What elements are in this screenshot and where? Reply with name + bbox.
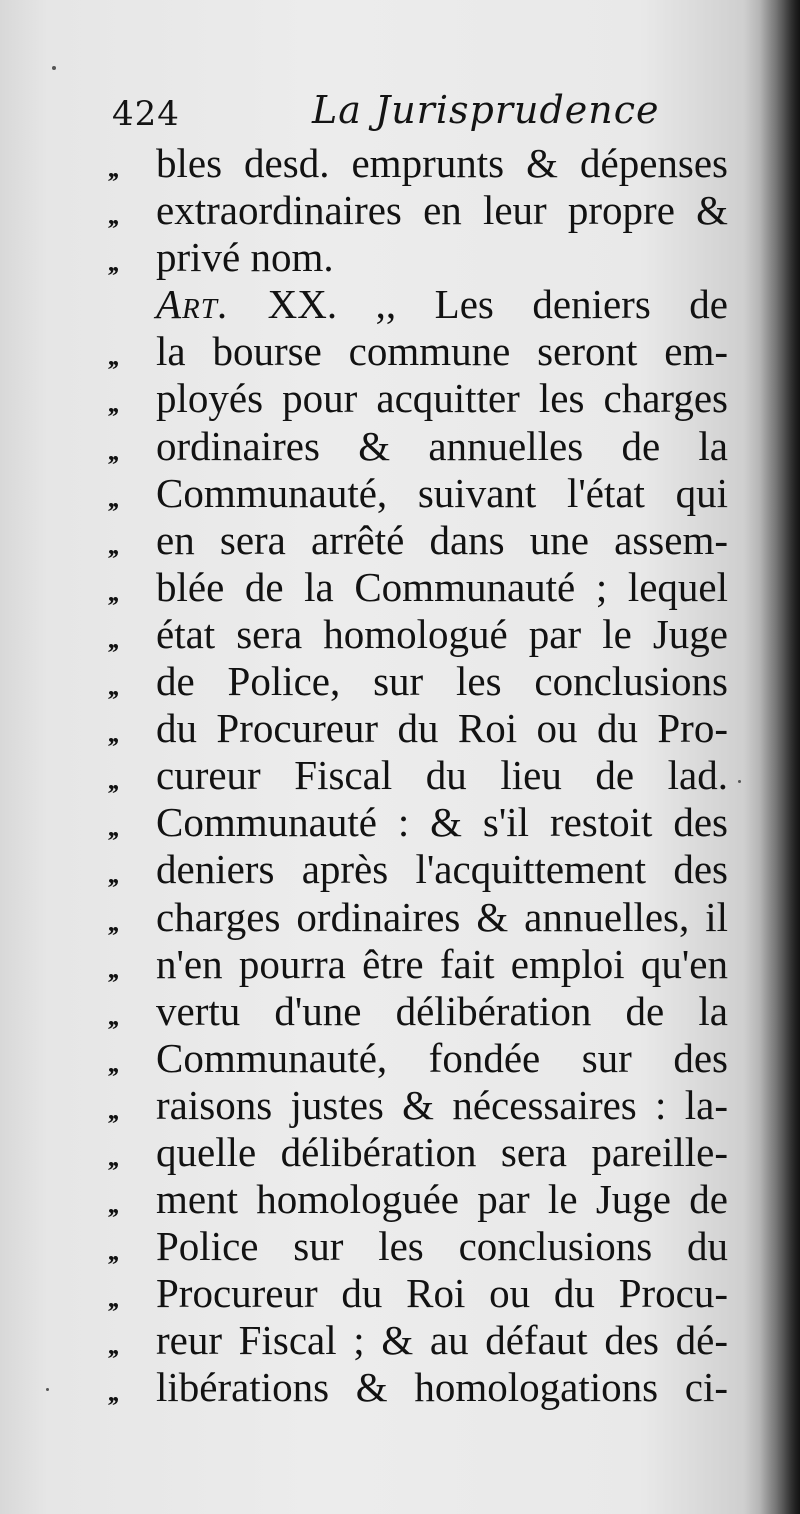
article-line <box>108 281 728 328</box>
line-text: la bourse commune seront em- <box>156 328 728 375</box>
line-quote-mark: ,, <box>108 719 117 749</box>
text-line <box>108 1223 728 1270</box>
line-text: cureur Fiscal du lieu de lad. <box>156 752 728 799</box>
line-text: quelle délibération sera pareille- <box>156 1128 728 1175</box>
paper-speck <box>52 66 56 70</box>
text-line <box>108 564 728 611</box>
text-line <box>108 1129 728 1176</box>
line-quote-mark: ,, <box>108 954 117 984</box>
line-quote-mark: ,, <box>108 1331 117 1361</box>
line-text: raisons justes & nécessaires : la- <box>156 1081 728 1128</box>
line-text: libérations & homologations ci- <box>156 1364 728 1411</box>
line-quote-mark: ,, <box>108 1284 117 1314</box>
text-line <box>108 705 728 752</box>
line-quote-mark: ,, <box>108 860 117 890</box>
line-quote-mark: ,, <box>108 342 117 372</box>
line-quote-mark: ,, <box>108 907 117 937</box>
text-line <box>108 658 728 705</box>
line-text: Procureur du Roi ou du Procu- <box>156 1270 728 1317</box>
text-line <box>108 470 728 517</box>
line-text: privé nom. <box>156 234 334 281</box>
line-quote-mark: ,, <box>108 1142 117 1172</box>
article-text: XX. ,, Les deniers de <box>267 281 729 328</box>
text-line <box>108 611 728 658</box>
page-number: 424 <box>112 94 180 134</box>
line-quote-mark: ,, <box>108 1001 117 1031</box>
paper-speck <box>46 1388 49 1391</box>
text-line <box>108 1364 728 1411</box>
line-quote-mark: ,, <box>108 766 117 796</box>
text-line <box>108 941 728 988</box>
text-line <box>108 1035 728 1082</box>
line-text: extraordinaires en leur propre & <box>156 187 728 234</box>
text-line <box>108 1082 728 1129</box>
line-quote-mark: ,, <box>108 1095 117 1125</box>
text-line <box>108 1176 728 1223</box>
running-title: La Jurisprudence <box>312 88 660 132</box>
text-line <box>108 1317 728 1364</box>
article-line-text <box>156 281 728 328</box>
line-text: Police sur les conclusions du <box>156 1223 728 1270</box>
text-line <box>108 375 728 422</box>
page-edge-shadow <box>760 0 800 1514</box>
text-line <box>108 846 728 893</box>
article-label: Art. <box>156 281 230 328</box>
line-quote-mark: ,, <box>108 201 117 231</box>
line-quote-mark: ,, <box>108 577 117 607</box>
line-quote-mark: ,, <box>108 1190 117 1220</box>
line-quote-mark: ,, <box>108 1378 117 1408</box>
line-text: reur Fiscal ; & au défaut des dé- <box>156 1317 728 1364</box>
line-quote-mark: ,, <box>108 624 117 654</box>
paper-speck <box>738 780 741 783</box>
line-text: état sera homologué par le Juge <box>156 610 728 657</box>
body-text <box>108 140 728 1412</box>
line-quote-mark: ,, <box>108 436 117 466</box>
line-quote-mark: ,, <box>108 483 117 513</box>
line-text: en sera arrêté dans une assem- <box>156 516 728 563</box>
line-text: charges ordinaires & annuelles, il <box>156 893 728 940</box>
text-line <box>108 799 728 846</box>
line-quote-mark: ,, <box>108 813 117 843</box>
line-quote-mark: ,, <box>108 154 117 183</box>
line-text: ment homologuée par le Juge de <box>156 1176 728 1223</box>
line-text: blée de la Communauté ; lequel <box>156 563 728 610</box>
line-quote-mark: ,, <box>108 248 117 278</box>
text-line <box>108 140 728 187</box>
text-line <box>108 234 728 281</box>
page-header <box>112 88 732 144</box>
line-text: du Procureur du Roi ou du Pro- <box>156 705 728 752</box>
line-text: n'en pourra être fait emploi qu'en <box>156 940 728 987</box>
line-quote-mark: ,, <box>108 672 117 702</box>
text-line <box>108 988 728 1035</box>
line-text: de Police, sur les conclusions <box>156 658 728 705</box>
text-line <box>108 328 728 375</box>
line-text: Communauté : & s'il restoit des <box>156 799 728 846</box>
line-quote-mark: ,, <box>108 1048 117 1078</box>
line-text: vertu d'une délibération de la <box>156 987 728 1034</box>
line-text: deniers après l'acquittement des <box>156 846 728 893</box>
line-text: Communauté, fondée sur des <box>156 1034 728 1081</box>
line-text: Communauté, suivant l'état qui <box>156 469 728 516</box>
text-line <box>108 423 728 470</box>
text-line <box>108 517 728 564</box>
line-text: ployés pour acquitter les charges <box>156 375 728 422</box>
line-text: ordinaires & annuelles de la <box>156 422 728 469</box>
text-line <box>108 187 728 234</box>
line-quote-mark: ,, <box>108 389 117 419</box>
line-quote-mark: ,, <box>108 530 117 560</box>
line-text: bles desd. emprunts & dépenses <box>156 140 728 186</box>
line-quote-mark: ,, <box>108 1237 117 1267</box>
text-line <box>108 1270 728 1317</box>
text-line <box>108 894 728 941</box>
text-line <box>108 752 728 799</box>
